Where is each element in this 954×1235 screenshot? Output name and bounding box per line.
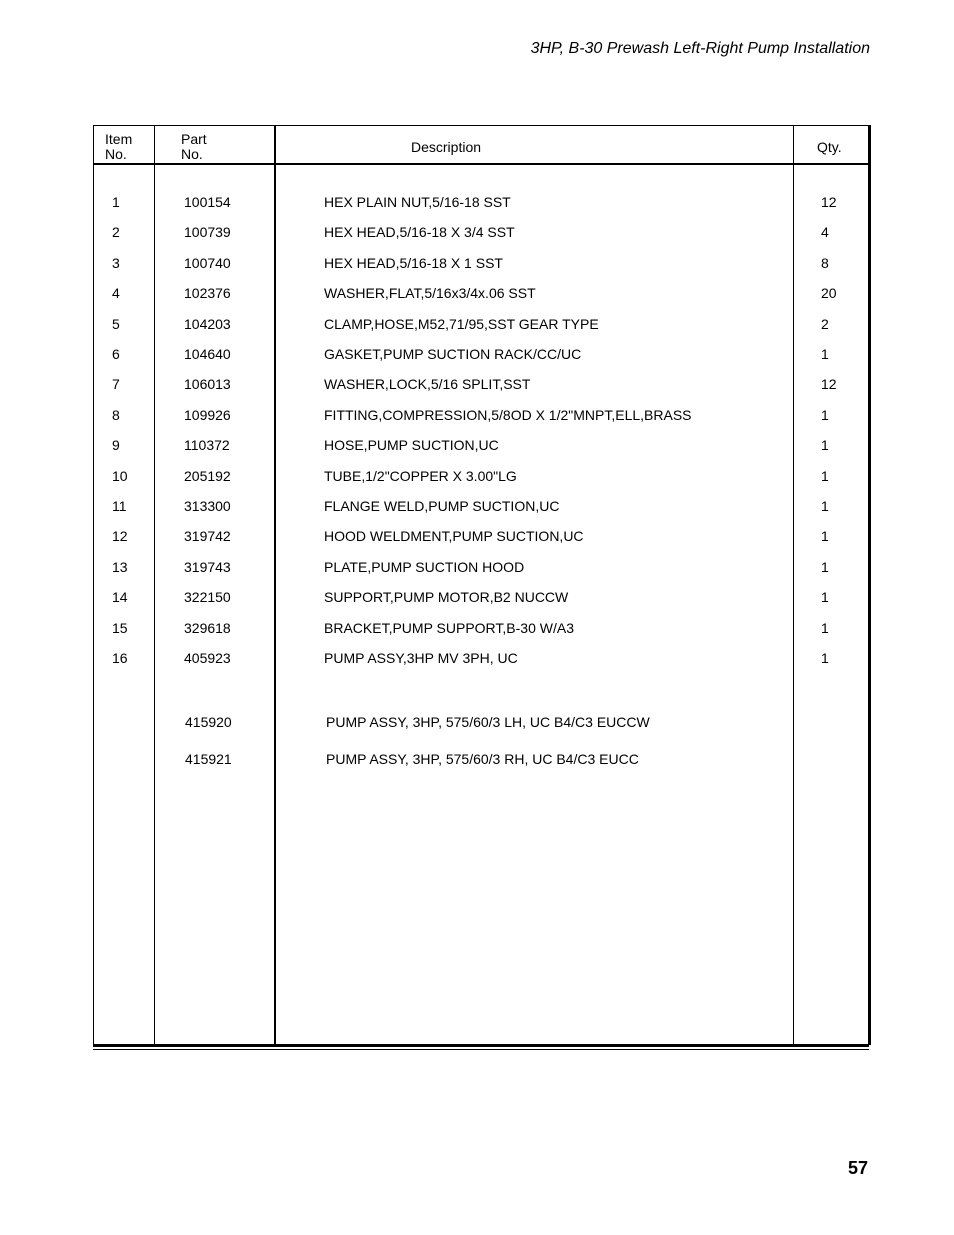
item-number: 4 bbox=[112, 285, 120, 301]
header-item-no: Item No. bbox=[105, 131, 133, 162]
part-description: GASKET,PUMP SUCTION RACK/CC/UC bbox=[324, 346, 582, 362]
item-number: 5 bbox=[112, 316, 120, 332]
quantity: 1 bbox=[821, 559, 829, 575]
quantity: 20 bbox=[821, 285, 837, 301]
item-number: 10 bbox=[112, 468, 128, 484]
item-number: 11 bbox=[112, 498, 127, 514]
part-description: HOOD WELDMENT,PUMP SUCTION,UC bbox=[324, 528, 584, 544]
part-description: HEX HEAD,5/16-18 X 1 SST bbox=[324, 255, 503, 271]
item-number: 16 bbox=[112, 650, 128, 666]
quantity: 1 bbox=[821, 407, 829, 423]
item-number: 2 bbox=[112, 224, 120, 240]
part-description: PUMP ASSY, 3HP, 575/60/3 LH, UC B4/C3 EUCCW bbox=[326, 714, 650, 730]
part-number: 110372 bbox=[184, 437, 230, 453]
part-description: HEX PLAIN NUT,5/16-18 SST bbox=[324, 194, 511, 210]
item-number: 13 bbox=[112, 559, 128, 575]
part-number: 104203 bbox=[184, 316, 231, 332]
column-divider-description bbox=[793, 126, 794, 1044]
quantity: 1 bbox=[821, 346, 829, 362]
part-number: 205192 bbox=[184, 468, 231, 484]
column-divider-item bbox=[154, 126, 155, 1044]
part-number: 405923 bbox=[184, 650, 231, 666]
part-description: PLATE,PUMP SUCTION HOOD bbox=[324, 559, 525, 575]
part-number: 100154 bbox=[184, 194, 231, 210]
quantity: 2 bbox=[821, 316, 829, 332]
table-bottom-rule bbox=[93, 1045, 869, 1047]
item-number: 9 bbox=[112, 437, 120, 453]
part-description: HEX HEAD,5/16-18 X 3/4 SST bbox=[324, 224, 515, 240]
part-number: 319743 bbox=[184, 559, 231, 575]
parts-table bbox=[93, 125, 871, 1045]
part-description: BRACKET,PUMP SUPPORT,B-30 W/A3 bbox=[324, 620, 574, 636]
part-description: FITTING,COMPRESSION,5/8OD X 1/2"MNPT,ELL,BRASS bbox=[324, 407, 692, 423]
part-number: 102376 bbox=[184, 285, 231, 301]
part-description: PUMP ASSY, 3HP, 575/60/3 RH, UC B4/C3 EUCC bbox=[326, 751, 639, 767]
header-qty: Qty. bbox=[817, 139, 842, 155]
part-description: PUMP ASSY,3HP MV 3PH, UC bbox=[324, 650, 518, 666]
item-number: 1 bbox=[112, 194, 120, 210]
part-number: 109926 bbox=[184, 407, 231, 423]
table-bottom-rule-thin bbox=[93, 1049, 869, 1050]
part-number: 329618 bbox=[184, 620, 231, 636]
quantity: 8 bbox=[821, 255, 829, 271]
quantity: 1 bbox=[821, 650, 829, 666]
quantity: 1 bbox=[821, 620, 829, 636]
part-number: 100739 bbox=[184, 224, 231, 240]
quantity: 1 bbox=[821, 437, 829, 453]
item-number: 12 bbox=[112, 528, 128, 544]
part-number: 313300 bbox=[184, 498, 231, 514]
item-number: 8 bbox=[112, 407, 120, 423]
part-number: 415920 bbox=[185, 714, 232, 730]
page-number: 57 bbox=[847, 1158, 868, 1178]
item-number: 6 bbox=[112, 346, 120, 362]
part-description: HOSE,PUMP SUCTION,UC bbox=[324, 437, 499, 453]
item-number: 3 bbox=[112, 255, 120, 271]
part-number: 106013 bbox=[184, 376, 231, 392]
quantity: 4 bbox=[821, 224, 829, 240]
part-description: FLANGE WELD,PUMP SUCTION,UC bbox=[324, 498, 560, 514]
part-number: 322150 bbox=[184, 589, 231, 605]
header-part-no: Part No. bbox=[181, 131, 207, 162]
item-number: 15 bbox=[112, 620, 128, 636]
item-number: 7 bbox=[112, 376, 120, 392]
part-description: SUPPORT,PUMP MOTOR,B2 NUCCW bbox=[324, 589, 569, 605]
quantity: 1 bbox=[821, 468, 829, 484]
quantity: 12 bbox=[821, 376, 837, 392]
part-description: WASHER,LOCK,5/16 SPLIT,SST bbox=[324, 376, 531, 392]
quantity: 1 bbox=[821, 498, 829, 514]
column-divider-part bbox=[274, 126, 276, 1044]
page-title: 3HP, B-30 Prewash Left-Right Pump Installation bbox=[530, 40, 870, 57]
part-description: TUBE,1/2"COPPER X 3.00"LG bbox=[324, 468, 517, 484]
part-number: 319742 bbox=[184, 528, 231, 544]
item-number: 14 bbox=[112, 589, 128, 605]
quantity: 12 bbox=[821, 194, 837, 210]
quantity: 1 bbox=[821, 528, 829, 544]
header-description: Description bbox=[411, 139, 482, 155]
part-number: 104640 bbox=[184, 346, 231, 362]
part-number: 415921 bbox=[185, 751, 232, 767]
part-description: CLAMP,HOSE,M52,71/95,SST GEAR TYPE bbox=[324, 316, 599, 332]
quantity: 1 bbox=[821, 589, 829, 605]
part-description: WASHER,FLAT,5/16x3/4x.06 SST bbox=[324, 285, 536, 301]
part-number: 100740 bbox=[184, 255, 231, 271]
